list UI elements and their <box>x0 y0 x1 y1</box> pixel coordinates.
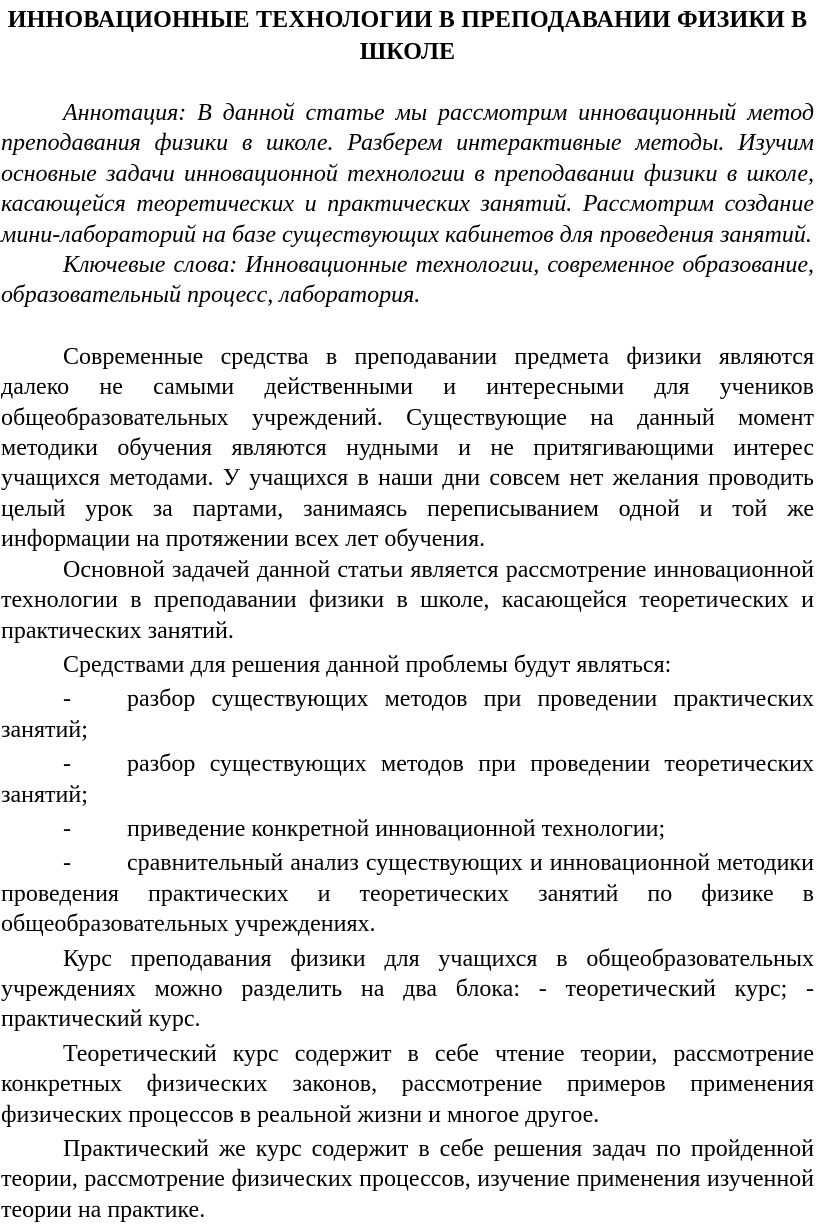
spacer <box>1 68 814 98</box>
list-item <box>1 684 814 745</box>
annotation-paragraph: Аннотация: В данной статье мы рассмотрим инновационный метод преподавания физики в школе. Разберем интерактивные методы. Изучим основные задачи инновационной технологии в преподавании физики в школе, касающейся теоретических и практических занятий. Рассмотрим создание мини-лабораторий на базе существующих кабинетов для проведения занятий. <box>1 100 814 248</box>
spacer <box>1 311 814 342</box>
body-paragraph: Курс преподавания физики для учащихся в общеобразовательных учреждениях можно разделить на два блока: - теоретический курс; - практический курс. <box>1 945 814 1033</box>
list-dash: - <box>63 815 71 842</box>
body-paragraph: Теоретический курс содержит в себе чтение теории, рассмотрение конкретных физических законов, рассмотрение примеров применения физических процессов в реальной жизни и многое другое. <box>1 1040 814 1128</box>
list-item-text: разбор существующих методов при проведении практических занятий; <box>1 686 814 743</box>
body-paragraph: Современные средства в преподавании предмета физики являются далеко не самыми действенными и интересными для учеников общеобразовательных учреждений. Существующие на данный момент методики обучения являются нудными и не притягивающими интерес учащихся методами. У учащихся в наши дни совсем нет желания проводить целый урок за партами, занимаясь переписыванием одной и той же информации на протяжении всех лет обучения. <box>1 343 814 553</box>
list-item-text: приведение конкретной инновационной технологии; <box>127 815 666 842</box>
list-dash: - <box>63 751 71 778</box>
list-item <box>1 848 814 939</box>
body-paragraph: Средствами для решения данной проблемы будут являться: <box>63 651 672 678</box>
list-dash: - <box>63 850 71 877</box>
document-title: ИННОВАЦИОННЫЕ ТЕХНОЛОГИИ В ПРЕПОДАВАНИИ ФИЗИКИ В ШКОЛЕ <box>7 7 808 65</box>
list-item <box>1 749 814 810</box>
keywords-paragraph: Ключевые слова: Инновационные технологии, современное образование, образовательный процесс, лаборатория. <box>1 252 814 309</box>
body-paragraph: Основной задачей данной статьи является рассмотрение инновационной технологии в преподавании физики в школе, касающейся теоретических и практических занятий. <box>1 556 814 644</box>
list-dash: - <box>63 686 71 713</box>
list-item-text: сравнительный анализ существующих и инновационной методики проведения практических и теоретических занятий по физике в общеобразовательных учреждениях. <box>1 850 814 938</box>
list-item <box>1 814 814 844</box>
body-paragraph: Практический же курс содержит в себе решения задач по пройденной теории, рассмотрение физических процессов, изучение применения изученной теории на практике. <box>1 1136 814 1223</box>
list-item-text: разбор существующих методов при проведении теоретических занятий; <box>1 751 814 808</box>
